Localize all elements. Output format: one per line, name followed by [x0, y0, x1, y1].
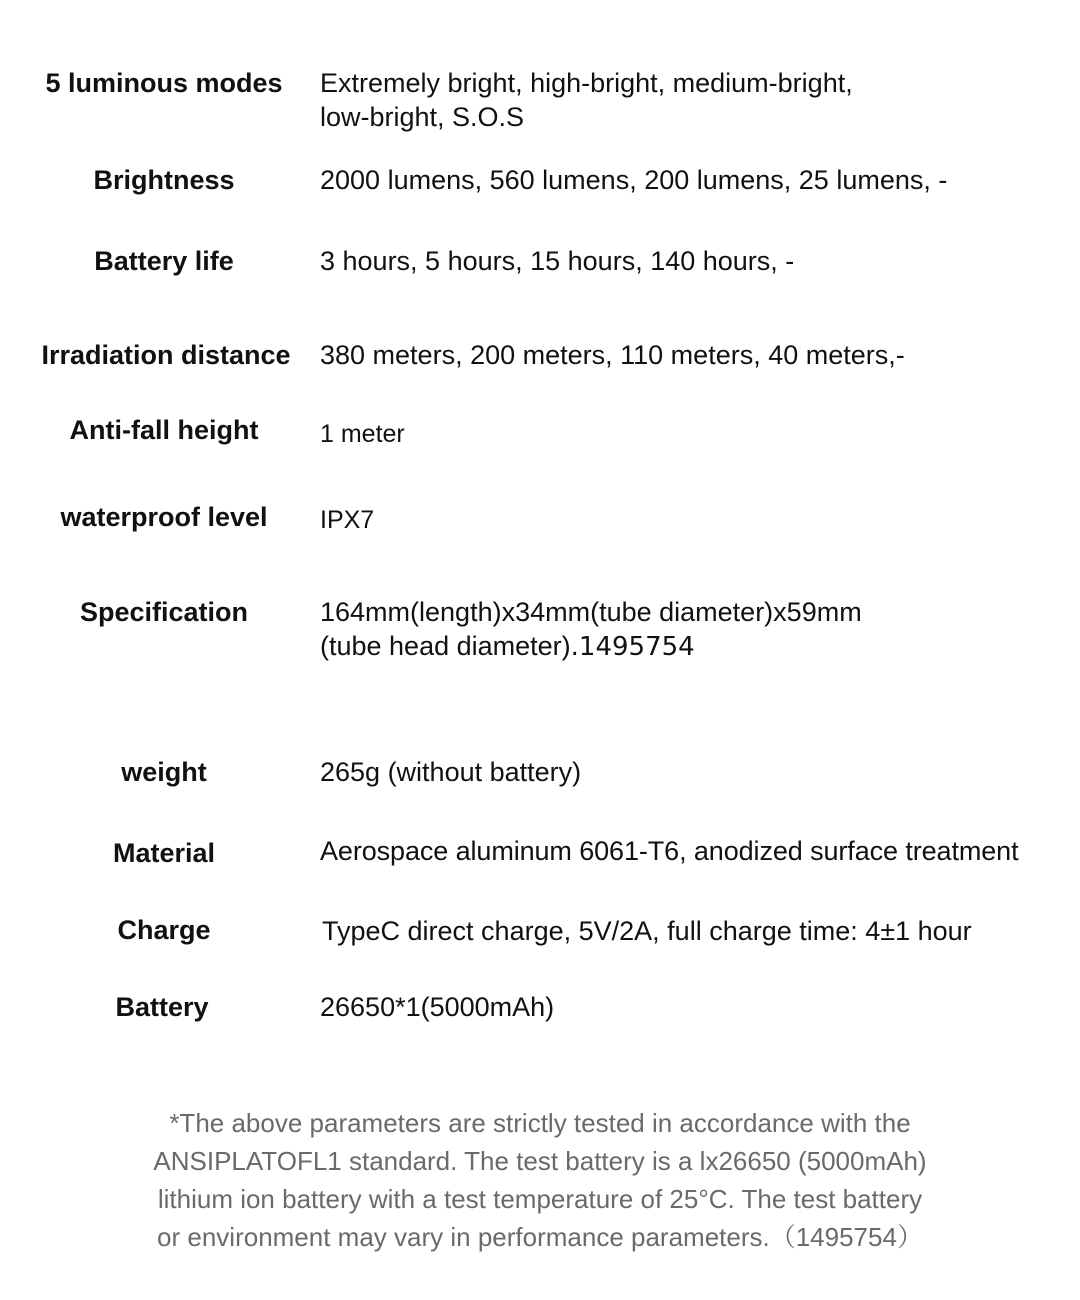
- spec-value-line: Extremely bright, high-bright, medium-bright,: [320, 68, 853, 98]
- spec-label: Charge: [117, 915, 211, 945]
- spec-value-line: 3 hours, 5 hours, 15 hours, 140 hours, -: [320, 246, 795, 276]
- spec-value: [320, 503, 374, 537]
- spec-value-suffix: .1495754: [570, 632, 695, 662]
- spec-value: [320, 990, 554, 1024]
- spec-label: Battery life: [94, 246, 234, 276]
- spec-value-line: Aerospace aluminum 6061-T6, anodized surface treatment: [320, 836, 1019, 866]
- spec-label: weight: [121, 757, 207, 787]
- footnote: [90, 1104, 990, 1256]
- spec-value: [320, 595, 862, 664]
- spec-label: Anti-fall height: [69, 415, 259, 445]
- spec-label: 5 luminous modes: [45, 68, 283, 98]
- spec-label: Battery: [115, 992, 209, 1022]
- spec-value: [320, 834, 1019, 868]
- spec-value: [320, 66, 853, 134]
- spec-value-line: low-bright, S.O.S: [320, 102, 525, 132]
- spec-value-line: 265g (without battery): [320, 757, 582, 787]
- spec-value: [320, 244, 794, 278]
- footnote-line: or environment may vary in performance parameters.（1495754）: [157, 1222, 923, 1252]
- spec-value: [322, 914, 972, 948]
- spec-label: Brightness: [93, 165, 235, 195]
- spec-label: Material: [112, 838, 216, 868]
- spec-value: [320, 338, 905, 372]
- spec-value: [320, 755, 581, 789]
- spec-label: Specification: [79, 597, 249, 627]
- spec-value-text: (tube head diameter): [320, 631, 571, 661]
- spec-value-line: 380 meters, 200 meters, 110 meters, 40 meters,-: [320, 340, 905, 370]
- spec-value: [320, 163, 947, 197]
- footnote-line: *The above parameters are strictly tested in accordance with the: [169, 1108, 911, 1138]
- footnote-line: lithium ion battery with a test temperature of 25°C. The test battery: [157, 1184, 923, 1214]
- spec-value-line: 1 meter: [320, 420, 405, 448]
- spec-label: waterproof level: [60, 502, 268, 532]
- spec-value: [320, 417, 405, 451]
- spec-label: Irradiation distance: [41, 340, 291, 370]
- spec-value-line: 26650*1(5000mAh): [320, 992, 555, 1022]
- spec-value-line: 164mm(length)x34mm(tube diameter)x59mm: [320, 597, 862, 627]
- footnote-line: ANSIPLATOFL1 standard. The test battery is a lx26650 (5000mAh): [153, 1146, 927, 1176]
- spec-value-line: [320, 629, 862, 664]
- spec-value-line: TypeC direct charge, 5V/2A, full charge time: 4±1 hour: [322, 916, 972, 946]
- spec-value-line: 2000 lumens, 560 lumens, 200 lumens, 25 lumens, -: [320, 165, 948, 195]
- spec-value-line: IPX7: [320, 506, 375, 534]
